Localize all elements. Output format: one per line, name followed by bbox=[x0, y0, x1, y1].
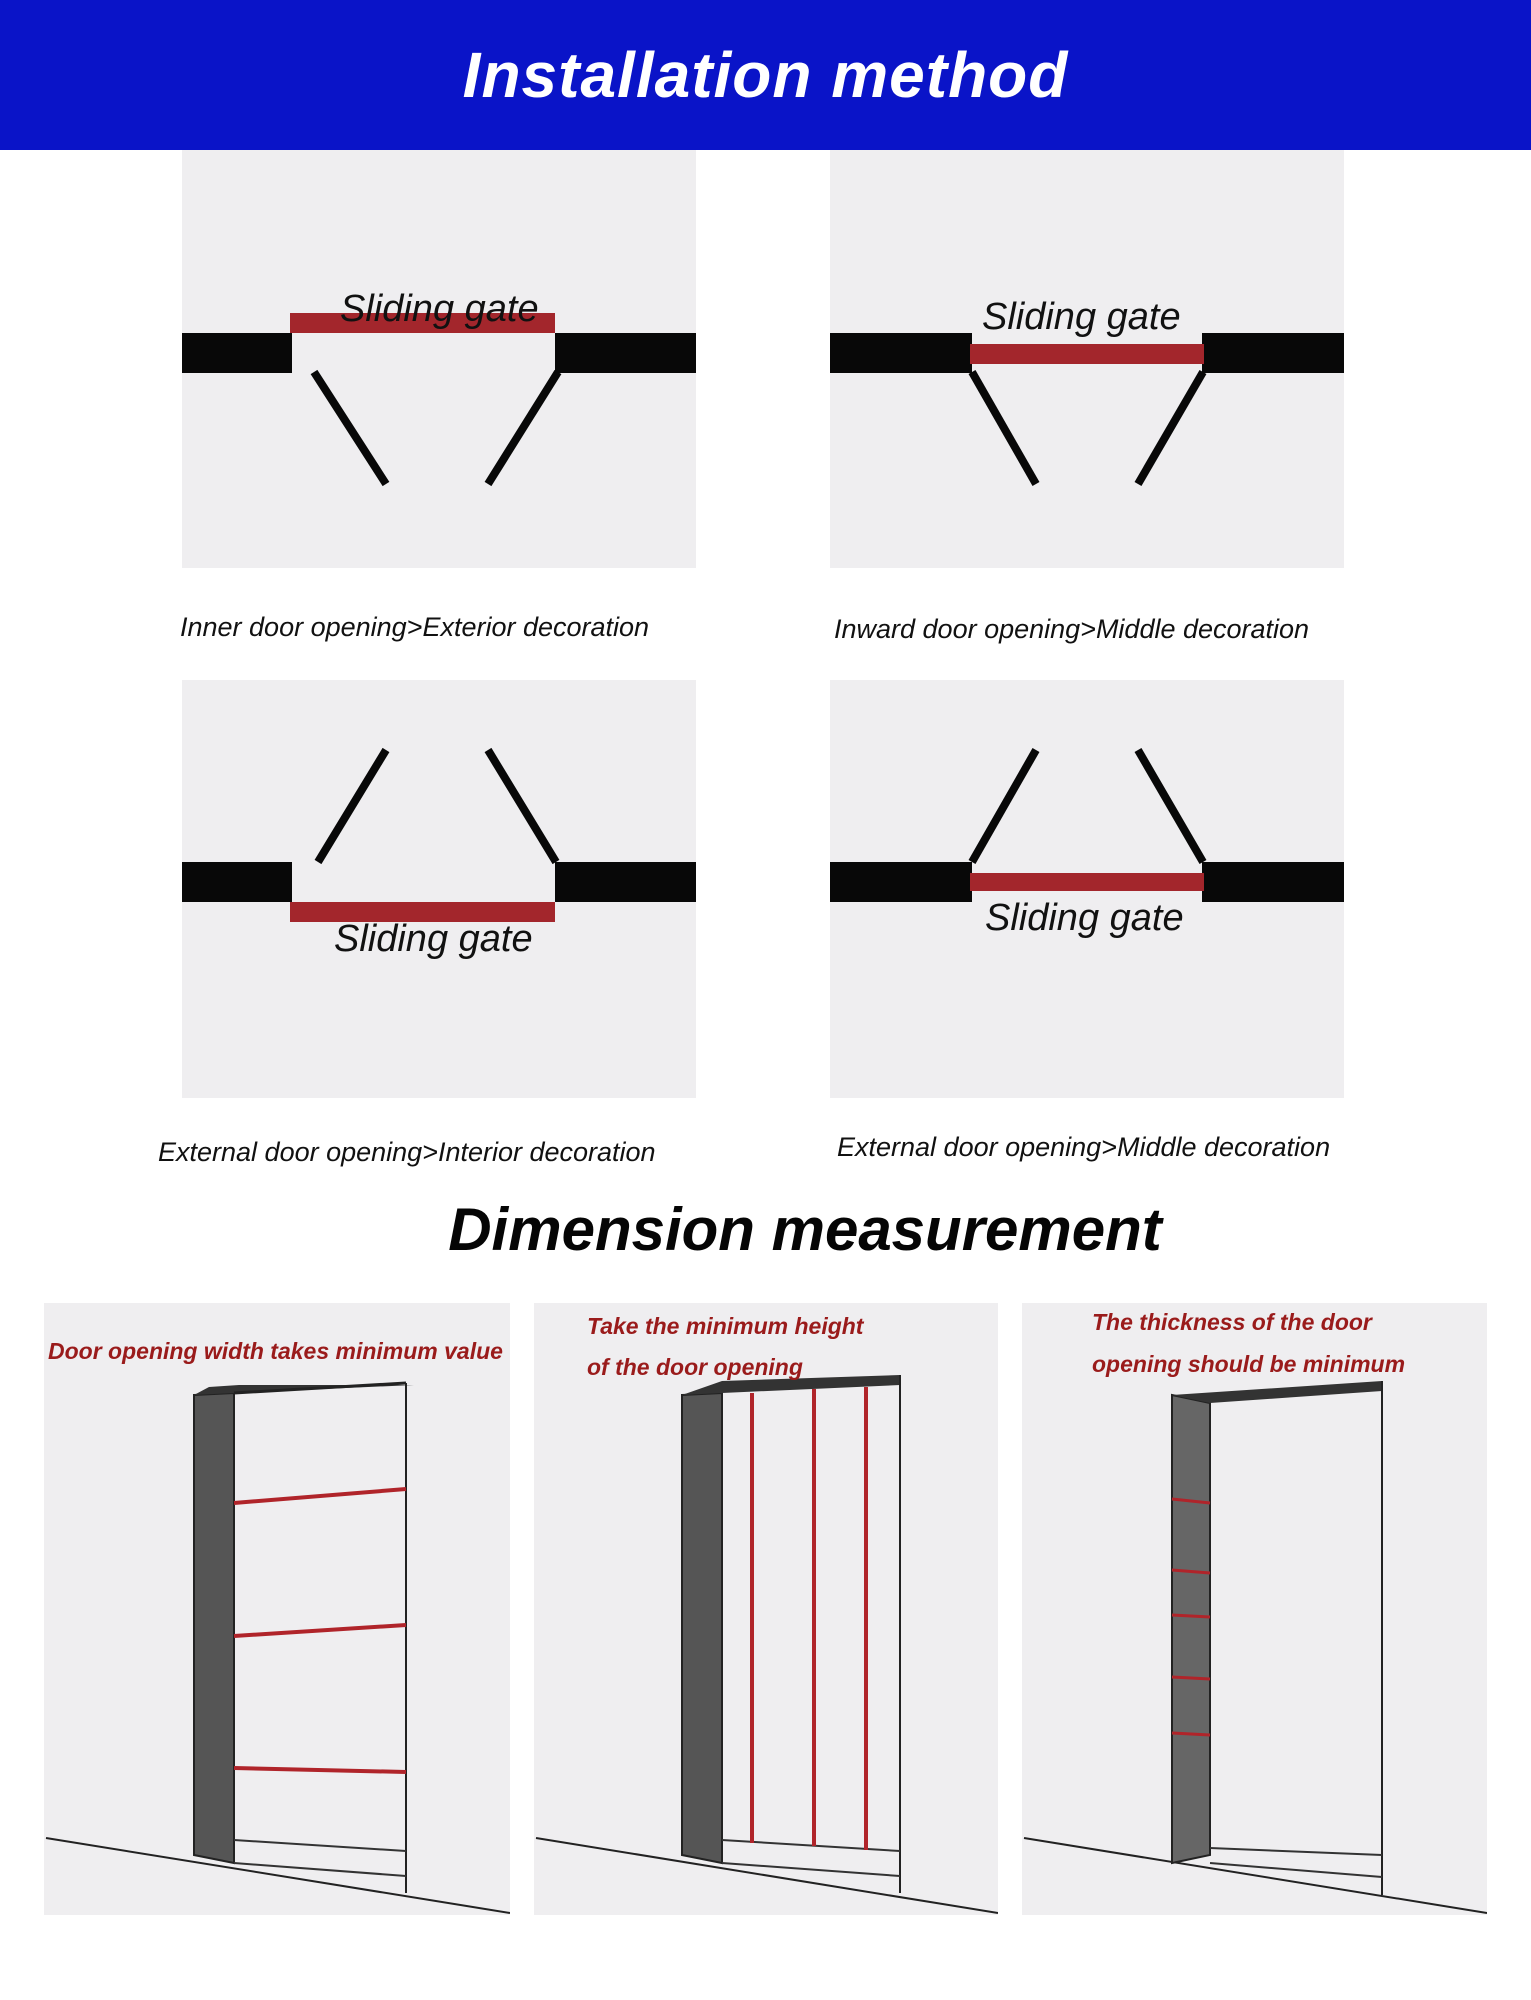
page-title: Installation method bbox=[462, 39, 1069, 111]
dimension-panel-width bbox=[44, 1303, 510, 1915]
wall-left bbox=[830, 862, 972, 902]
install-diagram-4 bbox=[830, 680, 1344, 1098]
install-caption-4: External door opening>Middle decoration bbox=[837, 1132, 1331, 1162]
door-leaf-right bbox=[1138, 372, 1203, 484]
install-diagram-3 bbox=[182, 680, 696, 1098]
install-caption-3: External door opening>Interior decoration bbox=[158, 1137, 656, 1167]
measure-line bbox=[1172, 1677, 1210, 1679]
door-jamb-left bbox=[194, 1393, 234, 1863]
measure-line bbox=[234, 1489, 406, 1503]
install-panel-external-interior bbox=[182, 680, 696, 1098]
wall-right bbox=[555, 862, 696, 902]
measure-line bbox=[1172, 1615, 1210, 1617]
gate-label: Sliding gate bbox=[334, 918, 533, 960]
wall-left bbox=[182, 862, 292, 902]
door-leaf-left bbox=[318, 750, 386, 862]
dimension-panel-thickness bbox=[1022, 1303, 1487, 1915]
wall-left bbox=[830, 333, 972, 373]
gate-label: Sliding gate bbox=[985, 897, 1184, 939]
door-thickness-diagram bbox=[1022, 1303, 1487, 1915]
wall-right bbox=[1202, 333, 1344, 373]
door-leaf-right bbox=[488, 750, 556, 862]
sliding-gate-bar bbox=[970, 344, 1204, 364]
sliding-gate-bar bbox=[970, 873, 1204, 891]
dimension-label-line-2: opening should be minimum bbox=[1092, 1351, 1406, 1377]
measure-line bbox=[234, 1625, 406, 1636]
install-panel-inward-middle bbox=[830, 150, 1344, 568]
wall-right bbox=[1202, 862, 1344, 902]
wall-right bbox=[555, 333, 696, 373]
door-jamb-left bbox=[1172, 1395, 1210, 1863]
door-jamb-left bbox=[682, 1393, 722, 1863]
gate-label: Sliding gate bbox=[982, 296, 1181, 338]
install-diagram-1 bbox=[182, 150, 696, 568]
door-leaf-right bbox=[1138, 750, 1203, 862]
dimension-label-line-1: The thickness of the door bbox=[1092, 1309, 1372, 1335]
floor-line bbox=[46, 1838, 510, 1913]
dimension-panel-height bbox=[534, 1303, 998, 1915]
dimension-title: Dimension measurement bbox=[448, 1196, 1162, 1263]
floor-line bbox=[536, 1838, 998, 1913]
door-lintel bbox=[1172, 1381, 1382, 1403]
install-panel-inner-exterior bbox=[182, 150, 696, 568]
install-caption-2: Inward door opening>Middle decoration bbox=[834, 614, 1310, 644]
dimension-label: Door opening width takes minimum value bbox=[48, 1338, 503, 1364]
install-caption-1: Inner door opening>Exterior decoration bbox=[180, 612, 650, 642]
door-leaf-left bbox=[314, 372, 386, 484]
door-leaf-right bbox=[488, 372, 558, 484]
gate-label: Sliding gate bbox=[340, 288, 539, 330]
dimension-label-line-2: of the door opening bbox=[587, 1354, 803, 1380]
dimension-label-line-1: Take the minimum height bbox=[587, 1313, 864, 1339]
install-panel-external-middle bbox=[830, 680, 1344, 1098]
install-diagram-2 bbox=[830, 150, 1344, 568]
wall-left bbox=[182, 333, 292, 373]
header-banner bbox=[0, 0, 1531, 150]
measure-line bbox=[1172, 1733, 1210, 1735]
door-leaf-left bbox=[972, 750, 1036, 862]
door-height-diagram bbox=[534, 1303, 998, 1915]
door-width-diagram bbox=[44, 1303, 510, 1915]
door-leaf-left bbox=[972, 372, 1036, 484]
measure-line bbox=[234, 1768, 406, 1772]
